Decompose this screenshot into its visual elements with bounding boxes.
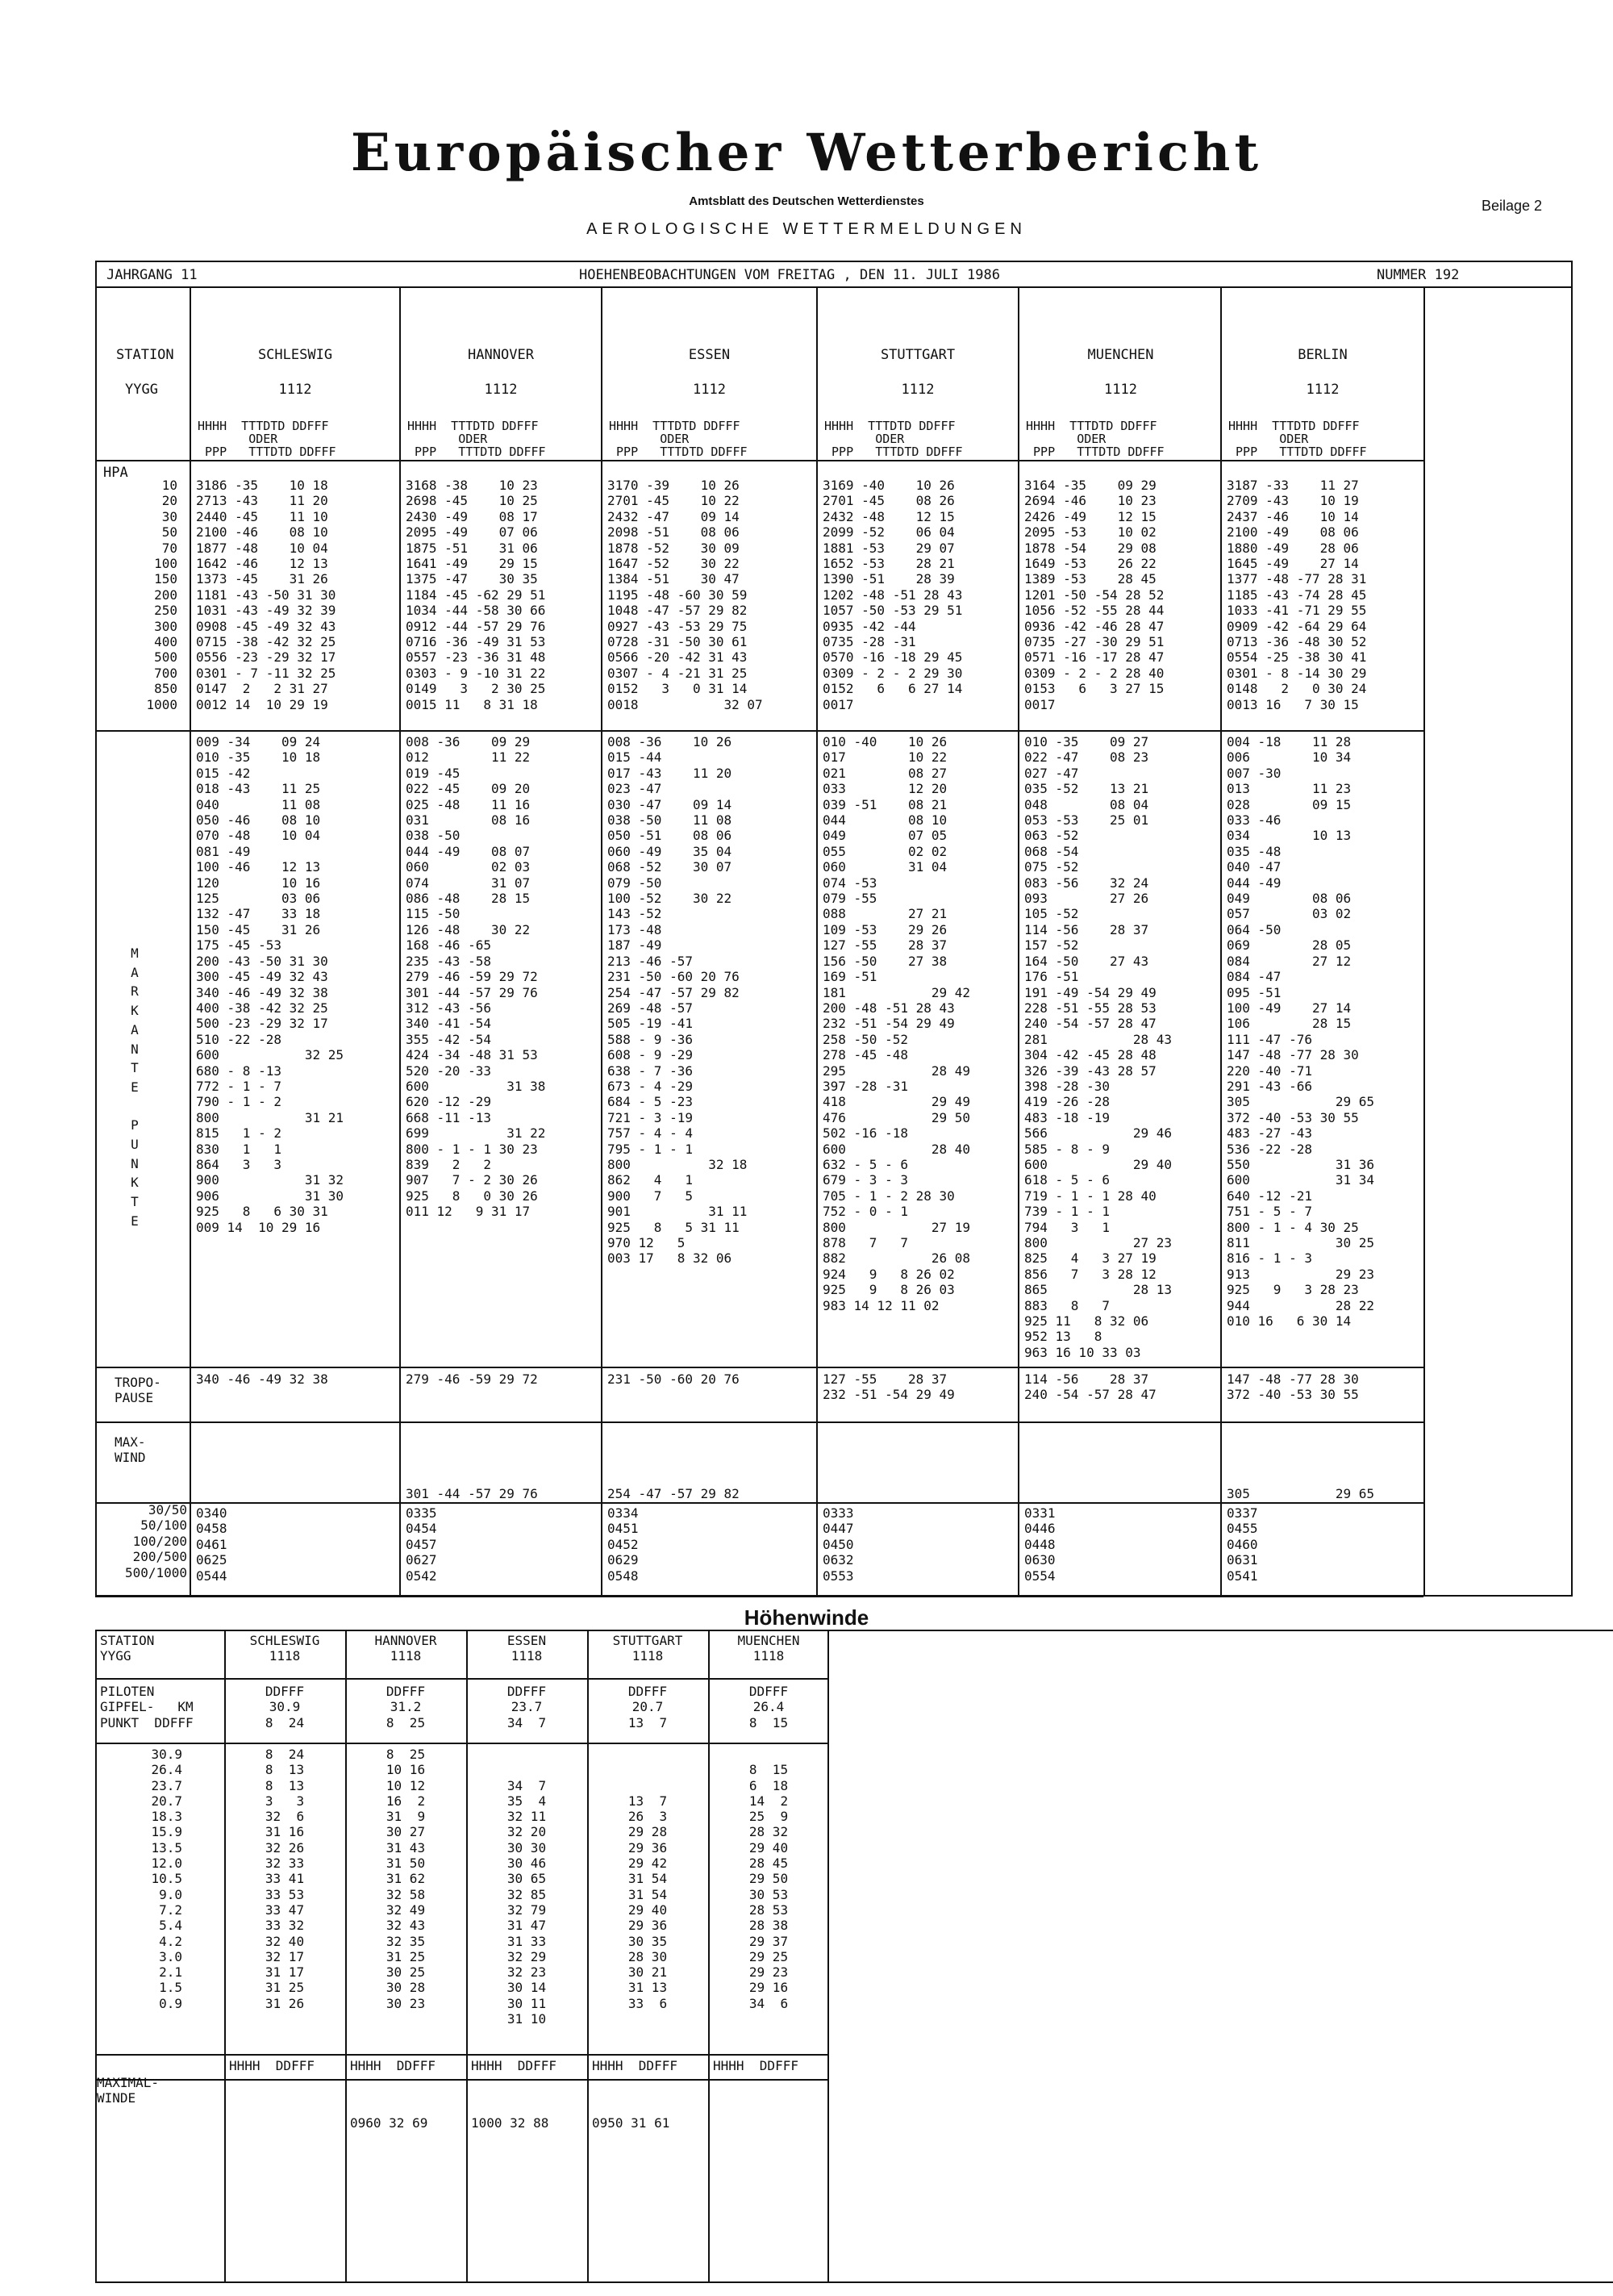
hw-values: 8 24 8 13 8 13 3 3 32 6 31 16 32 26 32 33 33 41 33 53 33 47 33 32 32 40 32 17 31 17 31 25 31 26 — [265, 1747, 305, 2011]
hw-station-name: HANNOVER — [374, 1633, 437, 1648]
station-name: ESSEN — [688, 347, 731, 363]
hw-piloten-label: PILOTEN GIPFEL- KM PUNKT DDFFF — [100, 1684, 194, 1730]
column-header: HHHH TTTDTD DDFFF ODER PPP TTTDTD DDFFF — [1026, 419, 1165, 459]
layer-values: 0337 0455 0460 0631 0541 — [1227, 1505, 1258, 1584]
hw-gipfel: DDFFF 31.2 8 25 — [386, 1684, 426, 1730]
issue-number: NUMMER 192 — [1377, 267, 1460, 283]
section-title: AEROLOGISCHE WETTERMELDUNGEN — [586, 220, 1027, 238]
hw-values: 8 15 6 18 14 2 25 9 28 32 29 40 28 45 29 50 30 53 28 53 28 38 29 37 29 25 29 23 29 16 34 6 — [748, 1762, 789, 2011]
layer-values: 0335 0454 0457 0627 0542 — [406, 1505, 437, 1584]
hw-station-yygg: 1118 — [511, 1648, 543, 1664]
layer-values: 0331 0446 0448 0630 0554 — [1024, 1505, 1056, 1584]
tropopause-values: 147 -48 -77 28 30 372 -40 -53 30 55 — [1227, 1371, 1359, 1403]
significant-points: 010 -35 09 27 022 -47 08 23 027 -47 035 -52 13 21 048 08 04 053 -53 25 01 063 -52 068 -54 075 -52 083 -56 32 24 093 27 26 105 -52 114 -56 28 37 157 -52 164 -50 27 43 176 -51 191 -49 -54 29 49 228 -51 -55 28 53 240 -54 -57 28 47 281 28 43 304 -42 -45 28 48 326 -39 -43 28 57 398 -28 -30 419 -26 -28 483 -18 -19 566 29 46 585 - 8 - 9 600 29 40 618 - 5 - 6 719 - 1 - 1 28 40 739 - 1 - 1 794 3 1 800 27 23 825 4 3 27 19 856 7 3 28 12 865 28 13 883 8 7 925 11 8 32 06 952 13 8 963 16 10 33 03 — [1024, 734, 1173, 1360]
page-subtitle: Amtsblatt des Deutschen Wetterdienstes — [689, 194, 924, 208]
station-yygg: 1112 — [901, 382, 935, 398]
column-header: HHHH TTTDTD DDFFF ODER PPP TTTDTD DDFFF — [1228, 419, 1367, 459]
standard-levels: 3170 -39 10 26 2701 -45 10 22 2432 -47 09 14 2098 -51 08 06 1878 -52 30 09 1647 -52 30 22 1384 -51 30 47 1195 -48 -60 30 59 1048 -47 -57 29 82 0927 -43 -53 29 75 0728 -31 -50 30 61 0566 -20 -42 31 43 0307 - 4 -21 31 25 0152 3 0 31 14 0018 32 07 — [607, 478, 763, 712]
tropopause-values: 114 -56 28 37 240 -54 -57 28 47 — [1024, 1371, 1157, 1403]
station-label: STATION — [116, 347, 174, 363]
hw-station-yygg: 1118 — [390, 1648, 422, 1664]
hw-yygg-label: YYGG — [100, 1648, 131, 1664]
layer-values: 0334 0451 0452 0629 0548 — [607, 1505, 639, 1584]
hpa-label: HPA — [103, 465, 128, 481]
station-yygg: 1112 — [278, 382, 312, 398]
tropopause-values: 340 -46 -49 32 38 — [196, 1371, 328, 1387]
station-name: MUENCHEN — [1087, 347, 1154, 363]
tropopause-values: 279 -46 -59 29 72 — [406, 1371, 538, 1387]
significant-points: 004 -18 11 28 006 10 34 007 -30 013 11 23 028 09 15 033 -46 034 10 13 035 -48 040 -47 044 -49 049 08 06 057 03 02 064 -50 069 28 05 084 27 12 084 -47 095 -51 100 -49 27 14 106 28 15 111 -47 -76 147 -48 -77 28 30 220 -40 -71 291 -43 -66 305 29 65 372 -40 -53 30 55 483 -27 -43 536 -22 -28 550 31 36 600 31 34 640 -12 -21 751 - 5 - 7 800 - 1 - 4 30 25 811 30 25 816 - 1 - 3 913 29 23 925 9 3 28 23 944 28 22 010 16 6 30 14 — [1227, 734, 1375, 1330]
hw-bottom-header: HHHH DDFFF — [229, 2058, 315, 2073]
maxwind-values: 254 -47 -57 29 82 — [607, 1486, 740, 1501]
hw-max-value: 0950 31 61 — [592, 2115, 670, 2131]
hw-station-name: STUTTGART — [612, 1633, 683, 1648]
hw-max-value: 1000 32 88 — [471, 2115, 549, 2131]
hw-station-label: STATION — [100, 1633, 155, 1648]
layer-values: 0340 0458 0461 0625 0544 — [196, 1505, 227, 1584]
standard-levels: 3164 -35 09 29 2694 -46 10 23 2426 -49 12 15 2095 -53 10 02 1878 -54 29 08 1649 -53 26 22 1389 -53 28 45 1201 -50 -54 28 52 1056 -52 -55 28 44 0936 -42 -46 28 47 0735 -27 -30 29 51 0571 -16 -17 28 47 0309 - 2 - 2 28 40 0153 6 3 27 15 0017 — [1024, 478, 1165, 712]
standard-levels: 3169 -40 10 26 2701 -45 08 26 2432 -48 12 15 2099 -52 06 04 1881 -53 29 07 1652 -53 28 21 1390 -51 28 39 1202 -48 -51 28 43 1057 -50 -53 29 51 0935 -42 -44 0735 -28 -31 0570 -16 -18 29 45 0309 - 2 - 2 29 30 0152 6 6 27 14 0017 — [823, 478, 963, 712]
hw-values: 8 25 10 16 10 12 16 2 31 9 30 27 31 43 31 50 31 62 32 58 32 49 32 43 32 35 31 25 30 25 30 28 30 23 — [386, 1747, 426, 2011]
hw-station-name: MUENCHEN — [737, 1633, 800, 1648]
standard-levels: 3187 -33 11 27 2709 -43 10 19 2437 -46 10 14 2100 -49 08 06 1880 -49 28 06 1645 -49 27 14 1377 -48 -77 28 31 1185 -43 -74 28 45 1033 -41 -71 29 55 0909 -42 -64 29 64 0713 -36 -48 30 52 0554 -25 -38 30 41 0301 - 8 -14 30 29 0148 2 0 30 24 0013 16 7 30 15 — [1227, 478, 1367, 712]
hw-station-name: ESSEN — [506, 1633, 547, 1648]
hw-maximalwinde-label: MAXIMAL- WINDE — [97, 2075, 160, 2106]
layer-labels: 30/50 50/100 100/200 200/500 500/1000 — [124, 1502, 187, 1580]
significant-points: 009 -34 09 24 010 -35 10 18 015 -42 018 -43 11 25 040 11 08 050 -46 08 10 070 -48 10 04 081 -49 100 -46 12 13 120 10 16 125 03 06 132 -47 33 18 150 -45 31 26 175 -45 -53 200 -43 -50 31 30 300 -45 -49 32 43 340 -46 -49 32 38 400 -38 -42 32 25 500 -23 -29 32 17 510 -22 -28 600 32 25 680 - 8 -13 772 - 1 - 7 790 - 1 - 2 800 31 21 815 1 - 2 830 1 1 864 3 3 900 31 32 906 31 30 925 8 6 30 31 009 14 10 29 16 — [196, 734, 344, 1235]
hw-gipfel: DDFFF 23.7 34 7 — [506, 1684, 547, 1730]
column-header: HHHH TTTDTD DDFFF ODER PPP TTTDTD DDFFF — [198, 419, 336, 459]
hoehenwinde-title: Höhenwinde — [744, 1605, 869, 1630]
hw-station-yygg: 1118 — [631, 1648, 664, 1664]
significant-points: 008 -36 09 29 012 11 22 019 -45 022 -45 09 20 025 -48 11 16 031 08 16 038 -50 044 -49 08 07 060 02 03 074 31 07 086 -48 28 15 115 -50 126 -48 30 22 168 -46 -65 235 -43 -58 279 -46 -59 29 72 301 -44 -57 29 76 312 -43 -56 340 -41 -54 355 -42 -54 424 -34 -48 31 53 520 -20 -33 600 31 38 620 -12 -29 668 -11 -13 699 31 22 800 - 1 - 1 30 23 839 2 2 907 7 - 2 30 26 925 8 0 30 26 011 12 9 31 17 — [406, 734, 546, 1220]
hw-bottom-header: HHHH DDFFF — [592, 2058, 677, 2073]
station-yygg: 1112 — [693, 382, 726, 398]
hw-values: 13 7 26 3 29 28 29 36 29 42 31 54 31 54 29 40 29 36 30 35 28 30 30 21 31 13 33 6 — [627, 1793, 668, 2011]
markante-punkte-label: M A R K A N T E P U N K T E — [131, 946, 139, 1229]
hw-station-name: SCHLESWIG — [249, 1633, 320, 1648]
observation-date: HOEHENBEOBACHTUNGEN VOM FREITAG , DEN 11. JULI 1986 — [579, 267, 1000, 283]
tropopause-values: 231 -50 -60 20 76 — [607, 1371, 740, 1387]
station-name: STUTTGART — [880, 347, 956, 363]
column-header: HHHH TTTDTD DDFFF ODER PPP TTTDTD DDFFF — [407, 419, 546, 459]
hpa-levels: 10 20 30 50 70 100 150 200 250 300 400 500 700 850 1000 — [146, 478, 177, 712]
maxwind-values: 301 -44 -57 29 76 — [406, 1486, 538, 1501]
yygg-label: YYGG — [125, 382, 158, 398]
column-header: HHHH TTTDTD DDFFF ODER PPP TTTDTD DDFFF — [824, 419, 963, 459]
tropopause-label: TROPO- PAUSE — [115, 1375, 161, 1406]
standard-levels: 3168 -38 10 23 2698 -45 10 25 2430 -49 08 17 2095 -49 07 06 1875 -51 31 06 1641 -49 29 15 1375 -47 30 35 1184 -45 -62 29 51 1034 -44 -58 30 66 0912 -44 -57 29 76 0716 -36 -49 31 53 0557 -23 -36 31 48 0303 - 9 -10 31 22 0149 3 2 30 25 0015 11 8 31 18 — [406, 478, 546, 712]
standard-levels: 3186 -35 10 18 2713 -43 11 20 2440 -45 11 10 2100 -46 08 10 1877 -48 10 04 1642 -46 12 13 1373 -45 31 26 1181 -43 -50 31 30 1031 -43 -49 32 39 0908 -45 -49 32 43 0715 -38 -42 32 25 0556 -23 -29 32 17 0301 - 7 -11 32 25 0147 2 2 31 27 0012 14 10 29 19 — [196, 478, 336, 712]
tropopause-values: 127 -55 28 37 232 -51 -54 29 49 — [823, 1371, 955, 1403]
station-yygg: 1112 — [484, 382, 518, 398]
hw-km-levels: 30.9 26.4 23.7 20.7 18.3 15.9 13.5 12.0 10.5 9.0 7.2 5.4 4.2 3.0 2.1 1.5 0.9 — [151, 1747, 182, 2011]
station-name: BERLIN — [1298, 347, 1348, 363]
station-yygg: 1112 — [1104, 382, 1137, 398]
hw-bottom-header: HHHH DDFFF — [350, 2058, 436, 2073]
beilage-label: Beilage 2 — [1482, 198, 1543, 214]
hw-station-yygg: 1118 — [269, 1648, 301, 1664]
significant-points: 010 -40 10 26 017 10 22 021 08 27 033 12 20 039 -51 08 21 044 08 10 049 07 05 055 02 02 060 31 04 074 -53 079 -55 088 27 21 109 -53 29 26 127 -55 28 37 156 -50 27 38 169 -51 181 29 42 200 -48 -51 28 43 232 -51 -54 29 49 258 -50 -52 278 -45 -48 295 28 49 397 -28 -31 418 29 49 476 29 50 502 -16 -18 600 28 40 632 - 5 - 6 679 - 3 - 3 705 - 1 - 2 28 30 752 - 0 - 1 800 27 19 878 7 7 882 26 08 924 9 8 26 02 925 9 8 26 03 983 14 12 11 02 — [823, 734, 971, 1313]
page-title: Europäischer Wetterbericht — [351, 123, 1262, 183]
hw-gipfel: DDFFF 20.7 13 7 — [627, 1684, 668, 1730]
maxwind-label: MAX- WIND — [115, 1434, 146, 1466]
hw-gipfel: DDFFF 26.4 8 15 — [748, 1684, 789, 1730]
station-name: HANNOVER — [468, 347, 534, 363]
hw-station-yygg: 1118 — [752, 1648, 785, 1664]
station-yygg: 1112 — [1306, 382, 1340, 398]
hw-bottom-header: HHHH DDFFF — [713, 2058, 798, 2073]
layer-values: 0333 0447 0450 0632 0553 — [823, 1505, 854, 1584]
station-name: SCHLESWIG — [257, 347, 333, 363]
significant-points: 008 -36 10 26 015 -44 017 -43 11 20 023 -47 030 -47 09 14 038 -50 11 08 050 -51 08 06 060 -49 35 04 068 -52 30 07 079 -50 100 -52 30 22 143 -52 173 -48 187 -49 213 -46 -57 231 -50 -60 20 76 254 -47 -57 29 82 269 -48 -57 505 -19 -41 588 - 9 -36 608 - 9 -29 638 - 7 -36 673 - 4 -29 684 - 5 -23 721 - 3 -19 757 - 4 - 4 795 - 1 - 1 800 32 18 862 4 1 900 7 5 901 31 11 925 8 5 31 11 970 12 5 003 17 8 32 06 — [607, 734, 748, 1267]
hw-bottom-header: HHHH DDFFF — [471, 2058, 556, 2073]
hw-gipfel: DDFFF 30.9 8 24 — [265, 1684, 305, 1730]
jahrgang: JAHRGANG 11 — [106, 267, 198, 283]
hw-values: 34 7 35 4 32 11 32 20 30 30 30 46 30 65 32 85 32 79 31 47 31 33 32 29 32 23 30 14 30 11 31 10 — [506, 1777, 547, 2027]
column-header: HHHH TTTDTD DDFFF ODER PPP TTTDTD DDFFF — [609, 419, 748, 459]
hw-max-value: 0960 32 69 — [350, 2115, 428, 2131]
maxwind-values: 305 29 65 — [1227, 1486, 1375, 1501]
